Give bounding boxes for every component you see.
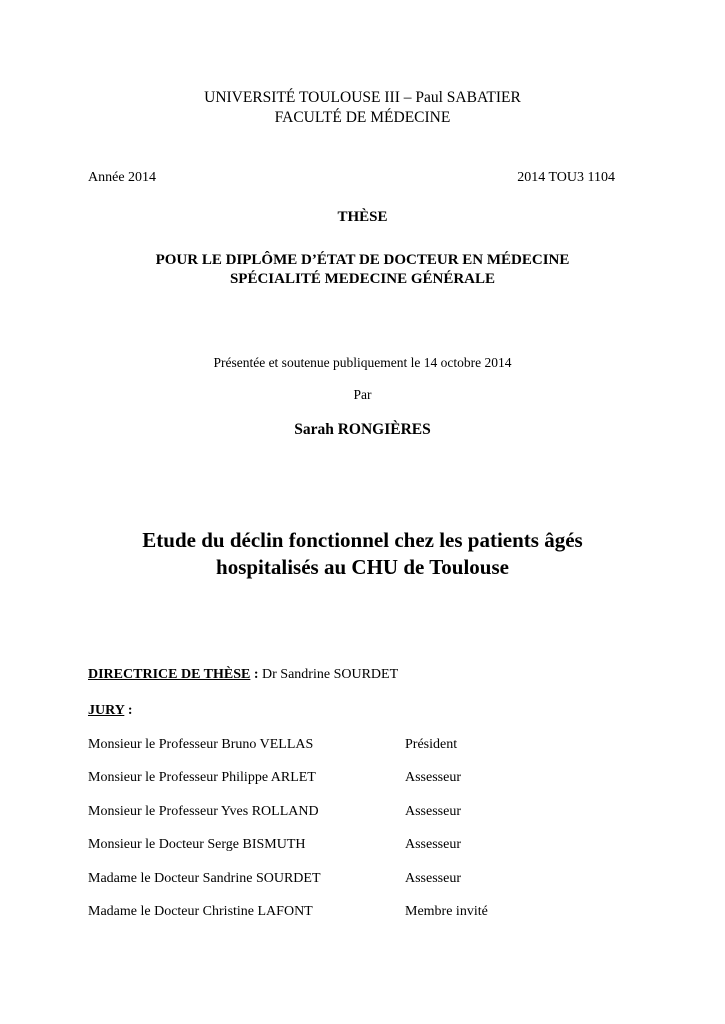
diploma-heading xyxy=(0,251,725,289)
presentation-date: Présentée et soutenue publiquement le 14 octobre 2014 xyxy=(213,355,512,370)
university-header xyxy=(0,88,725,128)
jury-member-name: Monsieur le Professeur Bruno VELLAS xyxy=(88,737,314,752)
jury-member-name: Monsieur le Professeur Yves ROLLAND xyxy=(88,804,319,819)
jury-member-role: Assesseur xyxy=(405,837,461,852)
faculty-name: FACULTÉ DE MÉDECINE xyxy=(274,109,451,126)
diploma-line-1: POUR LE DIPLÔME D’ÉTAT DE DOCTEUR EN MÉDECINE xyxy=(155,252,570,268)
jury-label: JURY xyxy=(88,703,125,718)
year-label: Année 2014 xyxy=(88,170,157,185)
thesis-title-line-1: Etude du déclin fonctionnel chez les patients âgés xyxy=(142,528,583,552)
jury-member-name: Monsieur le Professeur Philippe ARLET xyxy=(88,770,316,785)
jury-member-role: Président xyxy=(405,737,458,752)
director-separator: : xyxy=(250,667,263,682)
university-name: UNIVERSITÉ TOULOUSE III – Paul SABATIER xyxy=(204,89,521,106)
jury-member-name: Monsieur le Docteur Serge BISMUTH xyxy=(88,837,306,852)
jury-member-role: Assesseur xyxy=(405,871,461,886)
jury-member-role: Assesseur xyxy=(405,770,461,785)
jury-member-name: Madame le Docteur Christine LAFONT xyxy=(88,904,313,919)
thesis-reference: 2014 TOU3 1104 xyxy=(517,170,615,185)
thesis-label: THÈSE xyxy=(337,209,388,225)
diploma-line-2: SPÉCIALITÉ MEDECINE GÉNÉRALE xyxy=(229,271,496,287)
director-name: Dr Sandrine SOURDET xyxy=(262,667,399,682)
jury-member-role: Assesseur xyxy=(405,804,461,819)
jury-separator: : xyxy=(124,703,133,718)
jury-heading xyxy=(88,703,133,719)
by-label: Par xyxy=(353,387,372,402)
thesis-title xyxy=(0,527,725,581)
jury-member-role: Membre invité xyxy=(405,904,488,919)
director-label: DIRECTRICE DE THÈSE xyxy=(88,667,251,682)
thesis-title-line-2: hospitalisés au CHU de Toulouse xyxy=(216,555,509,579)
author-name: Sarah RONGIÈRES xyxy=(294,421,431,438)
jury-member-name: Madame le Docteur Sandrine SOURDET xyxy=(88,871,321,886)
director-line xyxy=(88,667,398,683)
